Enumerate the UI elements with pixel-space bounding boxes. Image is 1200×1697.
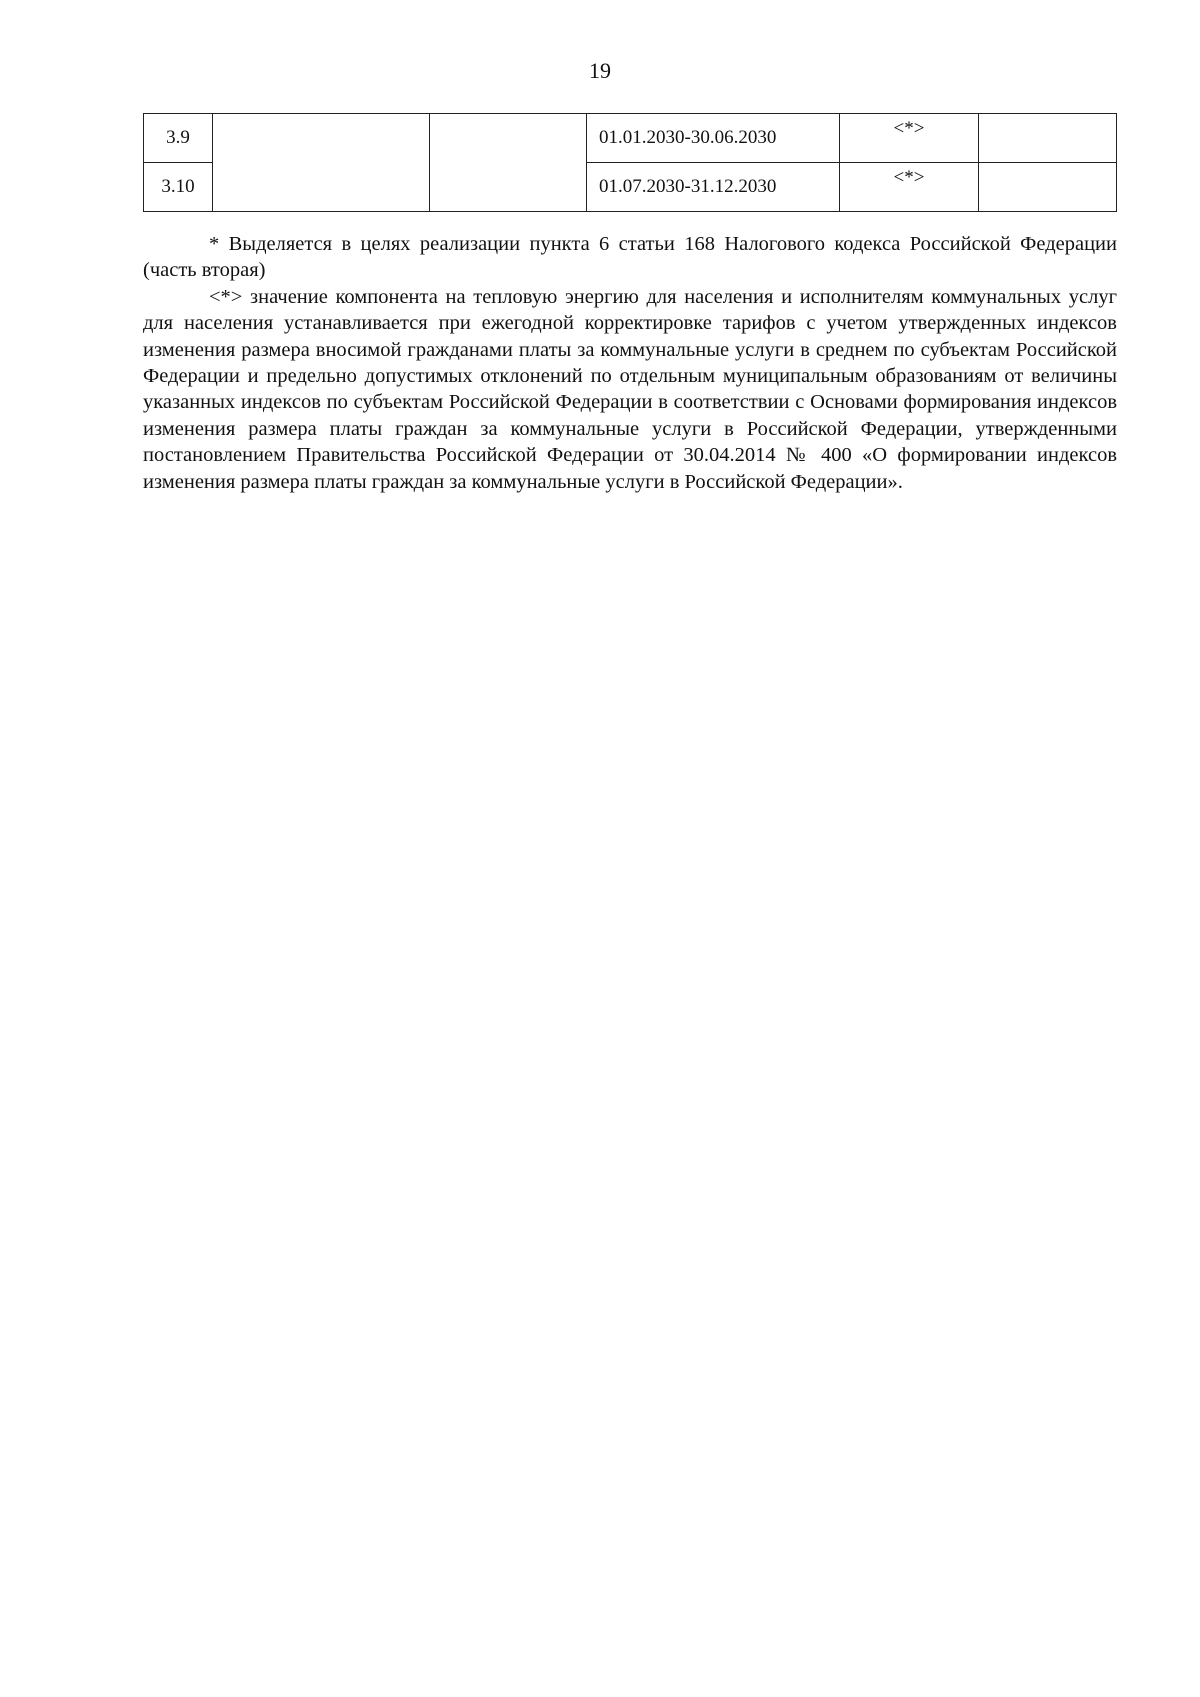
- value-cell: <*>: [840, 163, 979, 212]
- empty-cell: [979, 163, 1117, 212]
- table-row: [144, 114, 1117, 163]
- footnote-component: <*> значение компонента на тепловую энергию для населения и исполнителям коммунальных услуг для населения устанавливается при ежегодной корректировке тарифов с учетом утвержденных индексов изменения размера вносимой гражданами платы за коммунальные услуги в среднем по субъектам Российской Федерации и предельно допустимых отклонений по отдельным муниципальным образованиям от величины указанных индексов по субъектам Российской Федерации в соответствии с Основами формирования индексов изменения размера платы граждан за коммунальные услуги в Российской Федерации, утвержденными постановлением Правительства Российской Федерации от 30.04.2014 № 400 «О формировании индексов изменения размера платы граждан за коммунальные услуги в Российской Федерации».: [143, 285, 1117, 493]
- value-cell: <*>: [840, 114, 979, 163]
- footnotes: [143, 231, 1117, 495]
- page-number: 19: [589, 58, 611, 83]
- period-cell: 01.01.2030-30.06.2030: [587, 114, 840, 163]
- empty-merged-cell: [430, 114, 587, 212]
- row-number-cell: 3.10: [144, 163, 213, 212]
- period-cell: 01.07.2030-31.12.2030: [587, 163, 840, 212]
- row-number-cell: 3.9: [144, 114, 213, 163]
- footnote-tax: * Выделяется в целях реализации пункта 6 статьи 168 Налогового кодекса Российской Федерации (часть вторая): [143, 233, 1117, 282]
- empty-merged-cell: [213, 114, 430, 212]
- empty-cell: [979, 114, 1117, 163]
- tariff-table: [143, 113, 1117, 212]
